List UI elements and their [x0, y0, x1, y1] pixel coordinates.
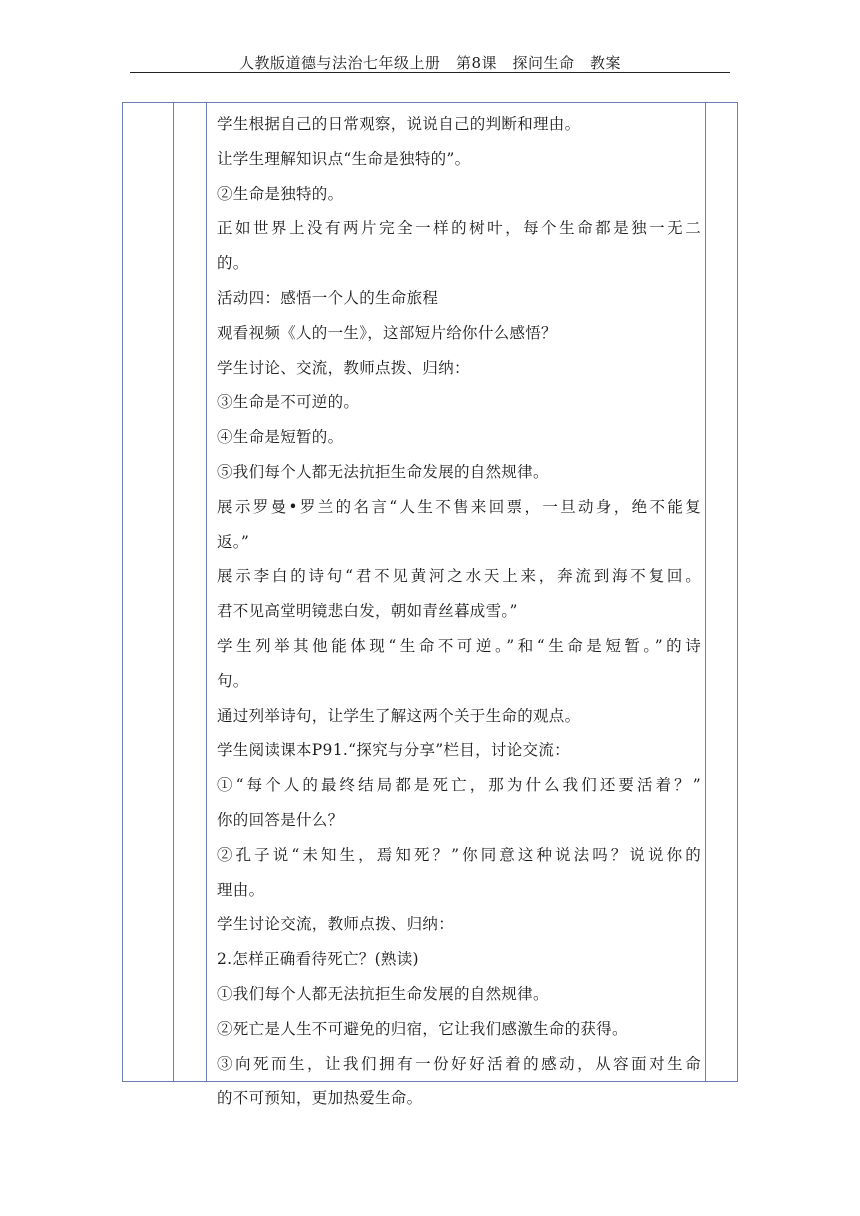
content-line: 你的回答是什么？ [217, 810, 344, 829]
content-line: ①“每个人的最终结局都是死亡，那为什么我们还要活着？” [217, 776, 701, 795]
content-line: 君不见高堂明镜悲白发，朝如青丝暮成雪。” [217, 602, 518, 621]
content-line: ②死亡是人生不可避免的归宿，它让我们感激生命的获得。 [217, 1019, 628, 1038]
teaching-content [217, 107, 701, 1116]
content-line: 通过列举诗句，让学生了解这两个关于生命的观点。 [217, 706, 581, 725]
content-line: 学生根据自己的日常观察，说说自己的判断和理由。 [217, 115, 581, 133]
content-line: 的不可预知，更加热爱生命。 [217, 1089, 423, 1108]
content-line: 学生讨论、交流，教师点拨、归纳： [217, 358, 470, 377]
content-line: 展示罗曼•罗兰的名言“人生不售来回票，一旦动身，绝不能复 [217, 497, 701, 516]
content-line: 观看视频《人的一生》，这部短片给你什么感悟？ [217, 323, 557, 342]
content-line: 理由。 [217, 880, 265, 899]
column-divider-3 [705, 103, 706, 1081]
content-line: 学生讨论交流，教师点拨、归纳： [217, 915, 455, 934]
page-header: 人教版道德与法治七年级上册 第8课 探问生命 教案 [238, 54, 622, 72]
content-line: ③生命是不可逆的。 [217, 393, 360, 412]
content-line: 展示李白的诗句“君不见黄河之水天上来，奔流到海不复回。 [217, 567, 701, 586]
content-line: ②孔子说“未知生，焉知死？”你同意这种说法吗？说说你的 [217, 845, 701, 864]
content-line: 活动四：感悟一个人的生命旅程 [217, 288, 439, 307]
content-line: ④生命是短暂的。 [217, 428, 344, 447]
column-divider-2 [206, 103, 207, 1081]
lesson-table [122, 102, 738, 1108]
content-line: ③向死而生，让我们拥有一份好好活着的感动，从容面对生命 [217, 1054, 701, 1073]
content-line: 学生列举其他能体现“生命不可逆。”和“生命是短暂。”的诗 [217, 636, 701, 655]
content-line: ①我们每个人都无法抗拒生命发展的自然规律。 [217, 984, 549, 1003]
content-line: 2.怎样正确看待死亡？(熟读) [217, 950, 419, 969]
content-line: 让学生理解知识点“生命是独特的”。 [217, 149, 471, 168]
content-line: ⑤我们每个人都无法抗拒生命发展的自然规律。 [217, 462, 549, 481]
content-line: ②生命是独特的。 [217, 184, 344, 203]
header-divider [130, 72, 730, 73]
content-line: 返。” [217, 532, 250, 551]
content-line: 正如世界上没有两片完全一样的树叶，每个生命都是独一无二 [217, 219, 701, 238]
content-line: 句。 [217, 671, 249, 690]
column-divider-1 [173, 103, 174, 1081]
content-line: 的。 [217, 254, 249, 273]
content-line: 学生阅读课本P91.“探究与分享”栏目，讨论交流： [217, 741, 570, 760]
